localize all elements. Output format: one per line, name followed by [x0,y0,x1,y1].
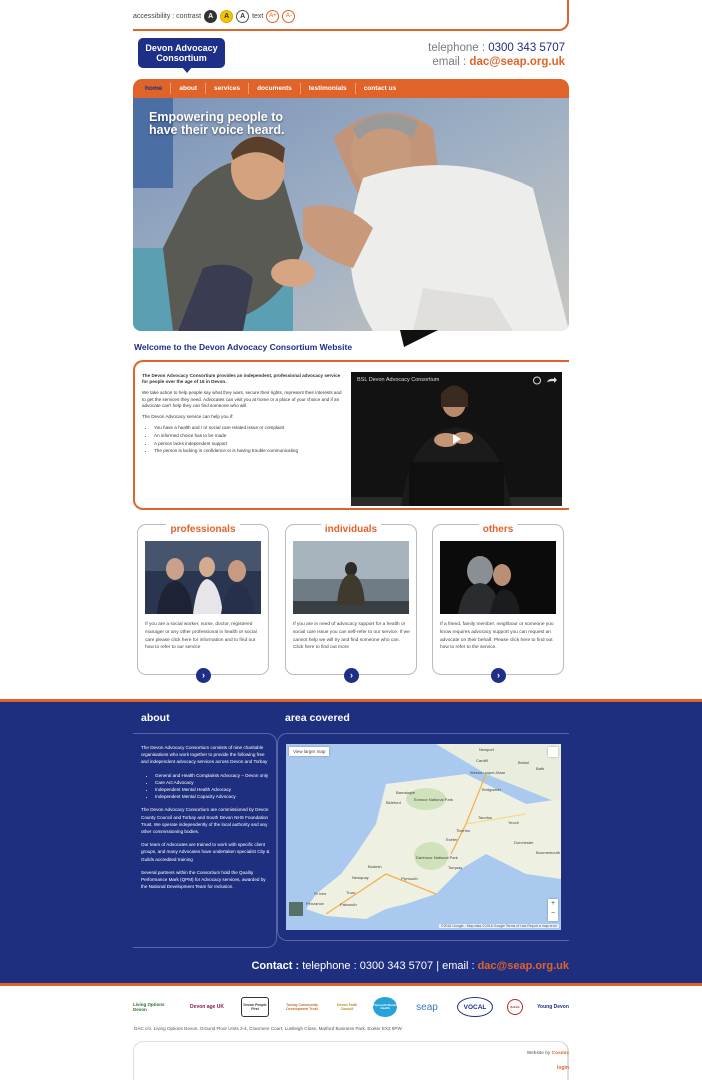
partner-name: Torbay Community Development Trust [286,1003,318,1011]
list-item: • Independent Mental Capacity Advocacy [155,793,271,800]
logo-line-2: Consortium [156,53,207,63]
list-item: • The person is lacking in confidence or is having trouble communicating [154,448,342,454]
map-label: St Ives [314,891,327,896]
map-label: Bournemouth [536,850,561,855]
view-larger-map-button[interactable]: View larger map [289,747,329,756]
card-image [440,541,556,614]
text-size-label: text [252,12,264,20]
map-label: Bristol [518,760,530,765]
map-label: Dorchester [514,840,534,845]
list-item: • You have a health and / or social care related issue or complaint [154,425,342,431]
arrow-right-icon[interactable]: › [196,668,211,683]
card-title: others [479,524,518,535]
map-label: Newport [479,747,494,752]
partner-logo-seap[interactable] [411,997,443,1017]
footer-telephone: telephone : 0300 343 5707 [302,960,434,972]
map-label: Yeovil [508,820,519,825]
card-title-wrap [286,519,416,537]
list-item: • An informed choice has to be made [154,433,342,439]
card-title: professionals [166,524,239,535]
contrast-yellow-button[interactable]: A [220,10,233,23]
card-professionals[interactable] [137,524,269,680]
partner-name: VOCAL [463,1003,487,1011]
map-label: Plymouth [401,876,418,881]
about-bullets [141,772,271,801]
login-link[interactable]: login [557,1065,569,1071]
nav-home[interactable]: home [137,83,171,94]
partner-name: Devon age UK [190,1004,224,1010]
partner-logos [133,995,569,1019]
about-paragraph-3: Our team of Advocates are trained to work with specific client groups, and many Advocates have undertaken specialist City & Guilds accredited training [141,842,270,862]
contrast-dark-button[interactable]: A [204,10,217,23]
partner-logo-living-options[interactable] [133,997,173,1017]
partner-name: Rethink [510,1005,520,1009]
map-label: Exeter [446,837,458,842]
fullscreen-icon[interactable] [548,747,558,757]
footer-about-text [141,744,271,896]
card-text: If a friend, family member, neighbour or someone you know requires advocacy support you can request an advocate on their behalf. Please click here to find out how to refer to the service. [440,622,554,651]
card-others[interactable] [432,524,564,680]
map-canvas[interactable] [286,744,561,930]
area-map[interactable] [286,744,561,930]
list-item: • Independent Mental Health Advocacy [155,786,271,793]
header-contact [428,41,565,69]
video-player[interactable] [351,372,562,506]
map-label: Cardiff [476,758,488,763]
email-link[interactable]: dac@seap.org.uk [469,56,565,68]
intro-lead: The Devon Advocacy Consortium provides an independent, professional advocacy service for people over the age of 16 in Devon. [142,373,341,385]
list-item: • Care Act Advocacy [155,779,271,786]
logo-line-1: Devon Advocacy [145,43,218,53]
map-label: Taunton [478,815,493,820]
card-image [293,541,409,614]
card-text: If you are in need of advocacy support for a health or social care issue you can self-refer to our service. If we cannot help we will try and find someone who can. Click here to find out more [293,622,410,651]
about-paragraph-2: The Devon Advocacy Consortium are commissioned by Devon County Council and Torbay and South Devon NHS Foundation Trust. We operate independently of the local authority and any other commissioning bodies. [141,807,269,835]
arrow-right-icon[interactable]: › [491,668,506,683]
partner-logo-vocal[interactable] [457,997,493,1017]
cosmic-link[interactable]: Cosmic [551,1051,569,1056]
partner-logo-rethink[interactable] [507,999,523,1015]
nav-contact-us[interactable]: contact us [363,85,397,92]
contrast-white-button[interactable]: A [236,10,249,23]
map-label: Bridgwater [482,787,502,792]
accessibility-label: accessibility : contrast [133,12,202,20]
map-label: Bideford [386,800,401,805]
nav-about[interactable]: about [171,83,206,94]
map-attribution: ©2016 Google - Map data ©2016 Google Terms of Use Report a map error [441,924,557,928]
play-icon[interactable] [448,431,464,447]
hero-tagline [149,111,349,137]
map-label: Bodmin [368,864,382,869]
map-label: Exmoor National Park [414,797,453,802]
intro-paragraph-2: The Devon Advocacy service can help you if: [142,414,234,420]
partner-name: Living Options Devon [133,1002,165,1012]
about-paragraph-1: The Devon Advocacy Consortium consists of nine charitable organisations who work together to provide the following free and independent advocacy services across Devon and Torbay [141,745,268,765]
hero-line-1: Empowering people to [149,110,284,124]
partner-name: Devon Faith Council [336,1003,358,1011]
text-decrease-button[interactable]: A- [282,10,295,23]
map-label: Tiverton [456,828,471,833]
nav-testimonials[interactable]: testimonials [301,83,356,94]
text-increase-button[interactable]: A+ [266,10,279,23]
website-credit [527,1051,569,1056]
card-image [145,541,261,614]
partner-logo-mental-health[interactable] [373,997,397,1017]
map-label: Bath [536,766,545,771]
nav-services[interactable]: services [206,83,249,94]
video-title: BSL Devon Advocacy Consortium [357,377,440,383]
hero-speech-tail [400,330,440,348]
footer-contact [251,960,569,972]
about-paragraph-4: Several partners within the Consortium hold the Quality Performance Mark (QPM) for Advocacy services, awarded by the National Development Team for Inclusion. [141,869,266,890]
hero-image [133,98,569,331]
map-label: Truro [346,890,356,895]
website-by-label: Website by [526,1051,552,1056]
header-email [428,55,565,69]
card-text: If you are a social worker, nurse, doctor, registered manager or any other professional in health or social care please click here for information and to find out how to refer to our service [145,622,257,651]
site-logo[interactable] [138,38,225,68]
partner-name: seap [416,1001,438,1013]
tel-number[interactable]: 0300 343 5707 [488,42,565,54]
map-label: Torquay [448,865,463,870]
footer-area-heading: area covered [285,712,350,724]
tel-label: telephone : [428,42,489,54]
email-label: email : [432,56,470,68]
footer-contact-label: Contact : [251,960,300,972]
map-label: Penzance [306,901,324,906]
zoom-in-icon[interactable]: + [550,900,556,907]
footer-separator: | [436,960,440,972]
header-telephone [428,41,565,55]
map-label: Dartmoor National Park [416,855,458,860]
intro-bullets [142,425,342,454]
list-item: • A person lacks independent support [154,441,342,447]
professionals-photo [145,541,261,614]
footer-about-heading: about [141,712,170,724]
partner-logo-faith[interactable] [335,997,359,1017]
hero-line-2: have their voice heard. [149,123,285,137]
card-title: individuals [321,524,381,535]
intro-paragraph-1: We take action to help people say what they want, secure their rights, represent their interests and to get the services they need. Advocates can visit you at home or a place of your choice and if an advocate can't help they can find someone who will. [142,390,342,408]
footer-email-link[interactable]: dac@seap.org.uk [477,960,569,972]
card-individuals[interactable] [285,524,417,680]
footer-email-label: email : [442,960,475,972]
accessibility-bar [133,9,295,23]
partner-logo-young-devon[interactable] [537,997,569,1017]
welcome-heading: Welcome to the Devon Advocacy Consortium Website [134,342,353,352]
main-nav [133,79,569,98]
video-share-icons [533,376,557,385]
partner-name: Devon People First [243,1003,267,1011]
map-zoom-controls[interactable] [548,899,558,921]
partner-logo-age-uk[interactable] [187,997,227,1017]
others-photo [440,541,556,614]
arrow-right-icon[interactable]: › [344,668,359,683]
map-label: Barnstaple [396,790,416,795]
list-item: • General and Health Complaints Advocacy – Devon only [155,772,271,779]
individuals-photo [293,541,409,614]
partner-logo-people-first[interactable] [241,997,269,1017]
map-label: Weston-super-Mare [470,770,506,775]
map-label: Newquay [352,875,369,880]
intro-text [142,373,342,456]
partner-logo-torbay[interactable] [283,997,321,1017]
card-title-wrap [433,519,563,537]
postal-address: DAC c/o. Living Options Devon, Ground Floor Units 3-4, Cranmere Court, Lustleigh Close, Matford Business Park, Exeter EX2 8PW [134,1026,402,1031]
partner-name: Young Devon [537,1003,569,1010]
partner-name: Plymouth Mental Health [373,1002,398,1010]
card-title-wrap [138,519,268,537]
map-label: Falmouth [340,902,357,907]
zoom-out-icon[interactable]: − [550,910,556,917]
nav-documents[interactable]: documents [249,83,301,94]
credits-panel [133,1041,569,1080]
